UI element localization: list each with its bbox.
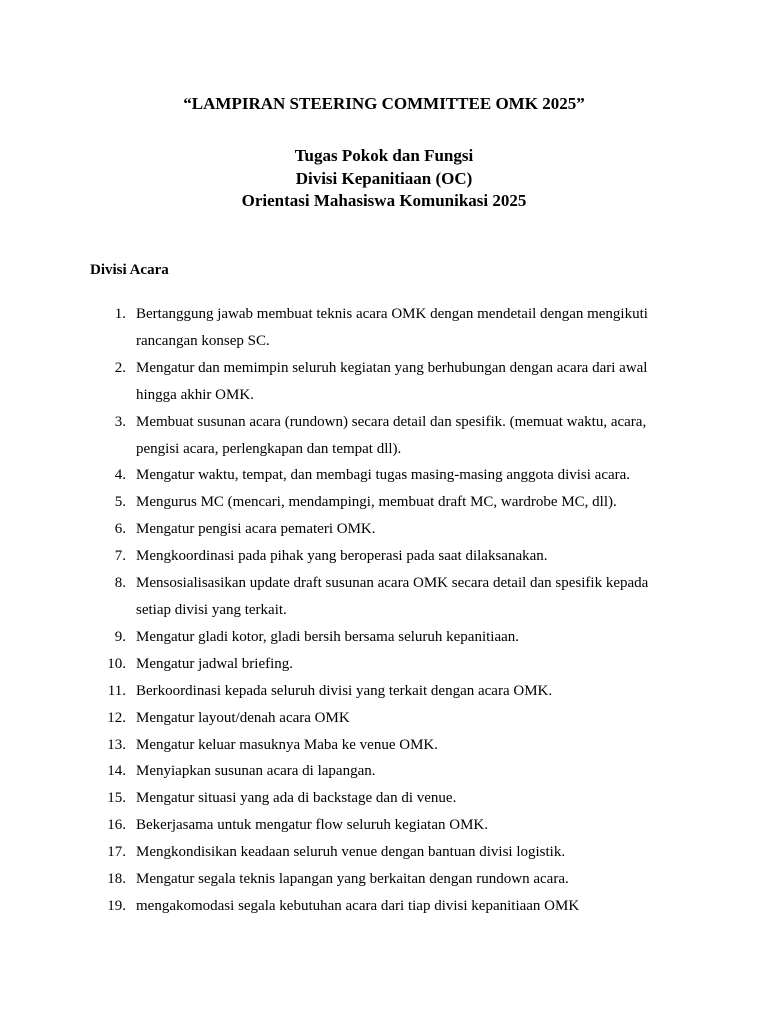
list-item-text: Bekerjasama untuk mengatur flow seluruh kegiatan OMK.	[136, 817, 488, 834]
list-item-number: 11.	[107, 682, 126, 699]
list-item-number: 12.	[107, 709, 126, 726]
list-item-number: 14.	[107, 763, 126, 780]
list-item-text: Mengatur jadwal briefing.	[136, 655, 294, 672]
list-item-number: 8.	[114, 575, 126, 592]
list-item-text: Mengatur situasi yang ada di backstage dan di venue.	[136, 790, 457, 807]
list-item-text: Mensosialisasikan update draft susunan acara OMK secara detail dan spesifik kepada setiap divisi yang terkait.	[136, 575, 649, 618]
list-item	[0, 301, 768, 355]
list-item-text: Mengatur gladi kotor, gladi bersih bersama seluruh kepanitiaan.	[136, 628, 520, 645]
list-item	[0, 785, 768, 812]
document-title: “LAMPIRAN STEERING COMMITTEE OMK 2025”	[183, 94, 585, 113]
list-item-text: Mengatur waktu, tempat, dan membagi tugas masing-masing anggota divisi acara.	[136, 467, 631, 484]
list-item-text: Mengatur pengisi acara pemateri OMK.	[136, 521, 376, 538]
list-item-text: Bertanggung jawab membuat teknis acara OMK dengan mendetail dengan mengikuti rancangan konsep SC.	[136, 306, 648, 349]
list-item	[0, 758, 768, 785]
list-item-number: 1.	[114, 306, 126, 322]
list-item	[0, 624, 768, 651]
list-item-number: 16.	[107, 817, 126, 834]
list-item	[0, 489, 768, 516]
list-item-text: Membuat susunan acara (rundown) secara detail dan spesifik. (memuat waktu, acara, pengisi acara, perlengkapan dan tempat dll).	[136, 413, 647, 457]
list-item	[0, 678, 768, 705]
list-item-number: 15.	[107, 790, 126, 807]
list-item	[0, 866, 768, 893]
list-item-number: 18.	[107, 871, 126, 888]
list-item-text: Mengatur dan memimpin seluruh kegiatan yang berhubungan dengan acara dari awal hingga akhir OMK.	[136, 359, 648, 403]
list-item	[0, 462, 768, 489]
list-item-text: Mengkoordinasi pada pihak yang beroperasi pada saat dilaksanakan.	[136, 548, 548, 565]
subtitle-line: Tugas Pokok dan Fungsi	[294, 146, 474, 165]
list-item-text: Mengatur keluar masuknya Maba ke venue OMK.	[136, 736, 438, 753]
list-item-text: Mengatur segala teknis lapangan yang berkaitan dengan rundown acara.	[136, 871, 569, 888]
list-item-text: Mengatur layout/denah acara OMK	[136, 709, 350, 726]
subtitle-line: Orientasi Mahasiswa Komunikasi 2025	[241, 191, 527, 210]
list-item-number: 5.	[114, 494, 126, 511]
list-item-number: 9.	[114, 628, 126, 645]
list-item	[0, 893, 768, 920]
list-item-text: mengakomodasi segala kebutuhan acara dari tiap divisi kepanitiaan OMK	[136, 897, 580, 914]
list-item-text: Mengkondisikan keadaan seluruh venue dengan bantuan divisi logistik.	[136, 844, 566, 861]
list-item-number: 17.	[107, 844, 126, 861]
list-item-number: 7.	[114, 548, 126, 565]
document-subtitle	[0, 145, 768, 213]
list-item-text: Berkoordinasi kepada seluruh divisi yang terkait dengan acara OMK.	[136, 682, 553, 699]
list-item	[0, 543, 768, 570]
list-item-number: 4.	[114, 467, 126, 484]
list-item-number: 3.	[114, 413, 126, 430]
list-item	[0, 355, 768, 409]
list-item-number: 2.	[114, 359, 126, 376]
list-item	[0, 516, 768, 543]
list-item	[0, 570, 768, 624]
section-heading: Divisi Acara	[90, 262, 169, 278]
list-item-number: 13.	[107, 736, 126, 753]
list-item-number: 6.	[114, 521, 126, 538]
list-item	[0, 839, 768, 866]
list-item-text: Mengurus MC (mencari, mendampingi, membuat draft MC, wardrobe MC, dll).	[136, 494, 617, 511]
list-item	[0, 732, 768, 759]
list-item-number: 19.	[107, 897, 126, 914]
list-item-number: 10.	[107, 655, 126, 672]
task-list	[0, 301, 768, 920]
list-item	[0, 812, 768, 839]
list-item	[0, 651, 768, 678]
list-item-text: Menyiapkan susunan acara di lapangan.	[136, 763, 376, 780]
list-item	[0, 705, 768, 732]
list-item	[0, 409, 768, 463]
subtitle-line: Divisi Kepanitiaan (OC)	[295, 168, 473, 188]
